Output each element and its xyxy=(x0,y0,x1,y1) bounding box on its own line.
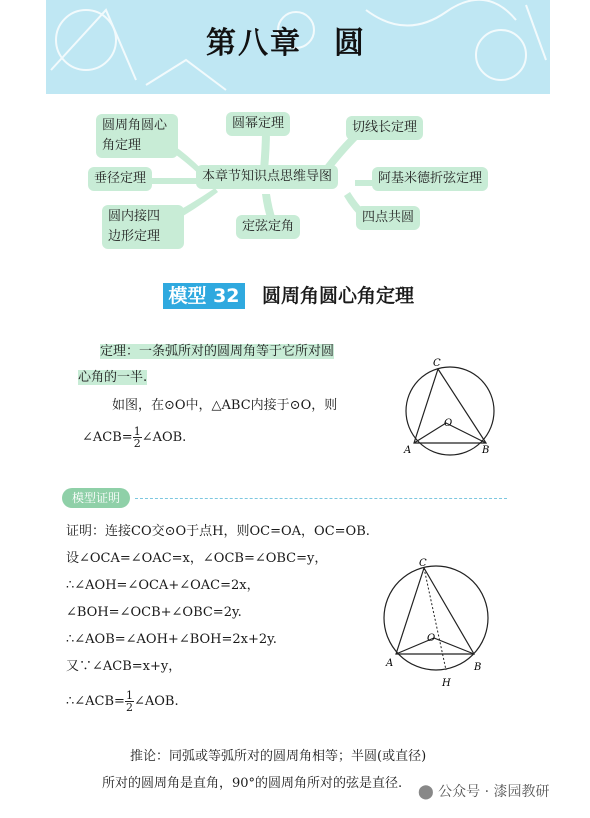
figure-1-circle-diagram xyxy=(400,356,510,460)
proof-line-7 xyxy=(66,690,179,713)
equation-left: ∴∠ACB= xyxy=(66,694,125,709)
node-label: 圆周角圆心 xyxy=(102,118,168,133)
label-b: B xyxy=(474,662,482,673)
node-cyclic-quadrilateral xyxy=(102,205,184,249)
label-c: C xyxy=(419,558,427,569)
watermark-text: 公众号 · 漆园教研 xyxy=(438,784,550,800)
proof-line-2: 设∠OCA=∠OAC=x，∠OCB=∠OBC=y， xyxy=(66,551,328,566)
label-a: A xyxy=(404,445,412,456)
proof-line-4: ∠BOH=∠OCB+∠OBC=2y. xyxy=(66,605,242,620)
fraction xyxy=(125,690,134,713)
fraction-denominator: 2 xyxy=(133,437,141,450)
equation-left: ∠ACB= xyxy=(82,430,133,445)
watermark xyxy=(418,781,549,801)
figure-2-circle-diagram xyxy=(378,556,498,692)
theorem-text: 心角的一半. xyxy=(78,370,148,385)
node-label: 边形定理 xyxy=(108,229,161,244)
node-label: 角定理 xyxy=(102,138,142,153)
model-title: 圆周角圆心角定理 xyxy=(262,285,415,307)
corollary-line-1: 推论：同弧或等弧所对的圆周角相等；半圆(或直径) xyxy=(130,749,427,764)
node-label: 圆内接四 xyxy=(108,209,161,224)
theorem-line-2 xyxy=(78,368,147,388)
node-label: 垂径定理 xyxy=(94,171,147,186)
theorem-line-3: 如图，在⊙O中，△ABC内接于⊙O，则 xyxy=(112,398,338,413)
theorem-equation xyxy=(82,426,186,449)
circle xyxy=(406,367,494,455)
proof-line-1: 证明：连接CO交⊙O于点H，则OC=OA，OC=OB. xyxy=(66,524,370,539)
triangle-abc xyxy=(414,369,486,443)
node-label: 切线长定理 xyxy=(352,120,418,135)
node-fixed-chord xyxy=(236,215,300,239)
dashed-line-ch xyxy=(424,568,446,670)
mindmap-center-label: 本章节知识点思维导图 xyxy=(202,169,333,184)
fraction-numerator: 1 xyxy=(133,425,141,438)
node-power-of-point xyxy=(226,112,290,136)
label-h: H xyxy=(442,678,451,689)
label-b: B xyxy=(482,445,490,456)
theorem-line-1 xyxy=(100,342,334,362)
node-perpendicular-diameter xyxy=(88,167,152,191)
proof-line-3: ∴∠AOH=∠OCA+∠OAC=2x， xyxy=(66,578,260,593)
node-tangent-length xyxy=(346,116,423,140)
node-concyclic xyxy=(356,206,420,230)
node-center xyxy=(196,165,338,189)
label-a: A xyxy=(386,658,394,669)
node-label: 圆幂定理 xyxy=(232,116,285,131)
model-tag: 模型 32 xyxy=(163,283,245,309)
equation-right: ∠AOB. xyxy=(133,694,179,709)
proof-line-6: 又∵∠ACB=x+y， xyxy=(66,659,182,674)
wechat-icon: ⬤ xyxy=(418,784,434,800)
node-label: 阿基米德折弦定理 xyxy=(378,171,483,186)
fraction xyxy=(133,426,142,449)
chapter-banner xyxy=(46,0,550,94)
equation-right: ∠AOB. xyxy=(141,430,187,445)
proof-tag: 模型证明 xyxy=(62,488,130,508)
label-o: O xyxy=(444,418,453,429)
label-o: O xyxy=(427,633,436,644)
chapter-title: 第八章 圆 xyxy=(206,26,366,61)
node-label: 四点共圆 xyxy=(362,210,415,225)
corollary-line-2: 所对的圆周角是直角，90°的圆周角所对的弦是直径. xyxy=(102,776,403,791)
fraction-denominator: 2 xyxy=(125,701,133,714)
node-archimedes xyxy=(372,167,488,191)
node-inscribed-angle-theorem xyxy=(96,114,178,158)
proof-line-5: ∴∠AOB=∠AOH+∠BOH=2x+2y. xyxy=(66,632,277,647)
fraction-numerator: 1 xyxy=(125,689,133,702)
node-label: 定弦定角 xyxy=(242,219,295,234)
theorem-text: 定理：一条弧所对的圆周角等于它所对圆 xyxy=(100,344,335,359)
label-c: C xyxy=(433,358,441,369)
proof-divider xyxy=(135,498,507,499)
